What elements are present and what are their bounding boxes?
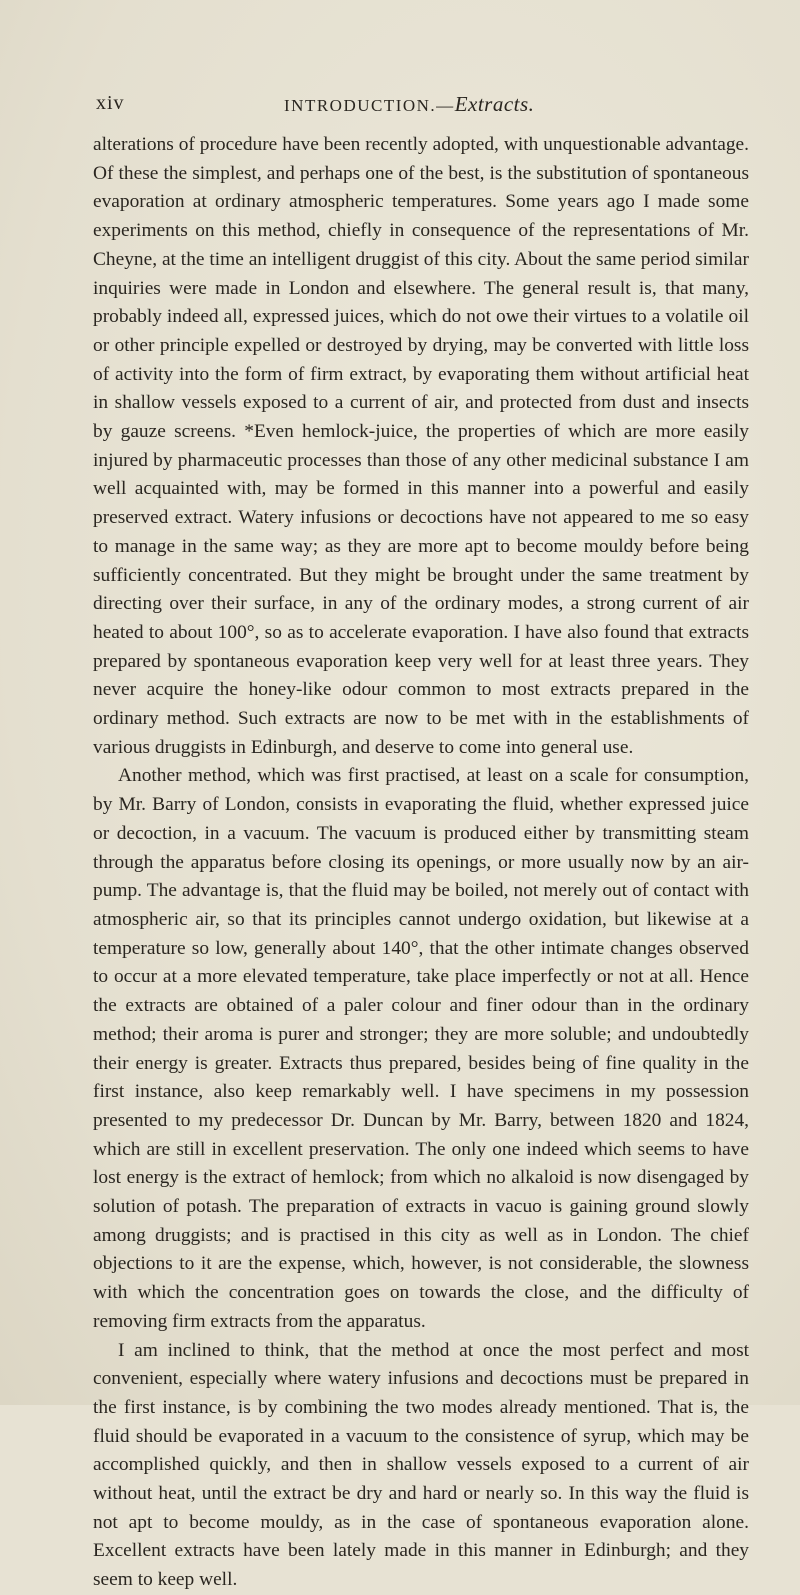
page-header [96,92,760,118]
paragraph-combined-method: I am inclined to think, that the method at once the most perfect and most convenient, especially where watery infusions and decoctions must be prepared in the first instance, is by combining the two modes already mentioned. That is, the fluid should be evaporated in a vacuum to the consistence of syrup, which may be accomplished quickly, and then in shallow vessels exposed to a current of air without heat, until the extract be dry and hard or nearly so. In this way the fluid is not apt to become mouldy, as in the case of spontaneous evaporation alone. Excellent extracts have been lately made in this manner in Edinburgh; and they seem to keep well. [93,1339,749,1591]
running-head-section: Extracts. [454,92,535,116]
running-head [284,92,534,117]
page-number: xiv [96,92,125,114]
paragraph-spontaneous-evaporation: alterations of procedure have been recently adopted, with unquestionable advantage. Of these the simplest, and perhaps one of the best, is the substitution of spontaneous evaporation at ordinary atmospheric temperatures. Some years ago I made some experiments on this method, chiefly in consequence of the representations of Mr. Cheyne, at the time an intelligent druggist of this city. About the same period similar inquiries were made in London and elsewhere. The general result is, that many, probably indeed all, expressed juices, which do not owe their virtues to a volatile oil or other principle expelled or destroyed by drying, may be converted with little loss of activity into the form of firm extract, by evaporating them without artificial heat in shallow vessels exposed to a current of air, and protected from dust and insects by gauze screens. *Even hemlock-juice, the properties of which are more easily injured by pharmaceutic processes than those of any other medicinal substance I am well acquainted with, may be formed in this manner into a powerful and easily preserved extract. Watery infusions or decoctions have not appeared to me so easy to manage in the same way; as they are more apt to become mouldy before being sufficiently concentrated. But they might be brought under the same treatment by directing over their surface, in any of the ordinary modes, a strong current of air heated to about 100°, so as to accelerate evaporation. I have also found that extracts prepared by spontaneous evaporation keep very well for at least three years. They never acquire the honey-like odour common to most extracts prepared in the ordinary method. Such extracts are now to be met with in the establishments of various druggists in Edinburgh, and deserve to come into general use. [93,134,749,758]
paragraph-vacuum-evaporation: Another method, which was first practised, at least on a scale for consumption, by Mr. Barry of London, consists in evaporating the fluid, whether expressed juice or decoction, in a vacuum. The vacuum is produced either by transmitting steam through the apparatus before closing its openings, or more usually now by an air-pump. The advantage is, that the fluid may be boiled, not merely out of contact with atmospheric air, so that its principles cannot undergo oxidation, but likewise at a temperature so low, generally about 140°, that the other intimate changes observed to occur at a more elevated temperature, take place imperfectly or not at all. Hence the extracts are obtained of a paler colour and finer odour than in the ordinary method; their aroma is purer and stronger; they are more soluble; and undoubtedly their energy is greater. Extracts thus prepared, besides being of fine quality in the first instance, also keep remarkably well. I have specimens in my possession presented to my predecessor Dr. Duncan by Mr. Barry, between 1820 and 1824, which are still in excellent preservation. The only one indeed which seems to have lost energy is the extract of hemlock; from which no alkaloid is now disengaged by solution of potash. The preparation of extracts in vacuo is gaining ground slowly among druggists; and is practised in this city as well as in London. The chief objections to it are the expense, which, however, is not considerable, the slowness with which the concentration goes on towards the close, and the difficulty of removing firm extracts from the apparatus. [93,765,749,1332]
running-head-title: INTRODUCTION.— [284,96,455,115]
body-text [93,131,749,1595]
